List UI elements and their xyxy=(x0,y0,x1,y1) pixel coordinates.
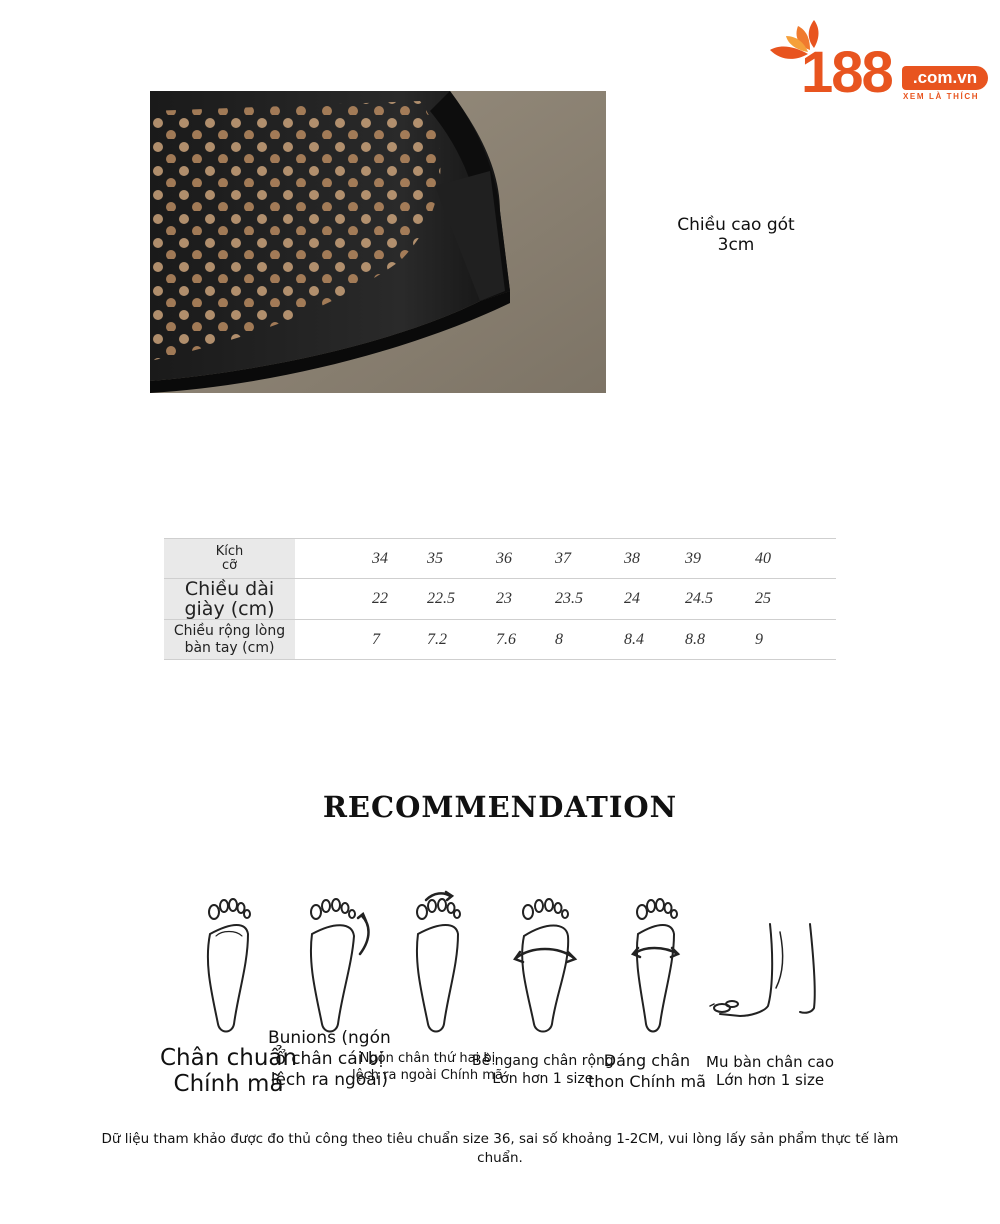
product-photo xyxy=(150,91,606,393)
label-slim-foot: Dáng chân thon Chính mã xyxy=(588,1051,706,1091)
heel-value: 3cm xyxy=(717,235,755,255)
wide-foot-icon xyxy=(515,899,575,1032)
label-normal-foot: Chân chuẩn Chính mã xyxy=(160,1045,298,1097)
label-high-instep: Mu bàn chân cao Lớn hơn 1 size xyxy=(706,1053,835,1089)
footnote: Dữ liệu tham khảo được đo thủ công theo tiêu chuẩn size 36, sai số khoảng 1-2CM, vui lòng lấy sản phẩm thực tế làm chuẩn. xyxy=(101,1131,899,1166)
slim-foot-icon xyxy=(633,899,678,1032)
size-cell: 40 xyxy=(755,539,836,579)
logo-domain: .com.vn xyxy=(902,66,988,90)
length-cell: 23.5 xyxy=(555,579,624,620)
row-header-width: Chiều rộng lòng bàn tay (cm) xyxy=(164,620,295,660)
foot-types-illustration xyxy=(180,882,836,1036)
width-cell: 7.6 xyxy=(496,620,555,660)
recommendation-title: RECOMMENDATION xyxy=(322,790,678,824)
label-bunions: Bunions (ngón ổ chân cái bị lệch ra ngoài) xyxy=(268,1028,391,1090)
heel-label: Chiều cao gót xyxy=(677,215,795,235)
label-second-toe: Ngón chân thứ hai bị lệch ra ngoài Chính mã xyxy=(352,1051,503,1083)
length-cell: 24.5 xyxy=(685,579,755,620)
logo-tagline: XEM LÀ THÍCH xyxy=(903,92,980,101)
length-cell: 23 xyxy=(496,579,555,620)
table-row xyxy=(164,579,836,620)
size-cell: 34 xyxy=(372,539,427,579)
heel-height-label xyxy=(676,215,796,255)
length-cell: 25 xyxy=(755,579,836,620)
table-row xyxy=(164,620,836,660)
brand-logo[interactable] xyxy=(768,18,990,104)
width-cell: 8.8 xyxy=(685,620,755,660)
length-cell: 24 xyxy=(624,579,685,620)
width-cell: 9 xyxy=(755,620,836,660)
length-cell: 22.5 xyxy=(427,579,496,620)
size-cell: 36 xyxy=(496,539,555,579)
length-cell: 22 xyxy=(372,579,427,620)
size-cell: 35 xyxy=(427,539,496,579)
high-instep-foot-icon xyxy=(710,924,815,1016)
size-cell: 37 xyxy=(555,539,624,579)
width-cell: 8 xyxy=(555,620,624,660)
width-cell: 8.4 xyxy=(624,620,685,660)
label-wide-foot: Bề ngang chân rộng Lớn hơn 1 size xyxy=(472,1053,614,1087)
size-cell: 39 xyxy=(685,539,755,579)
size-cell: 38 xyxy=(624,539,685,579)
row-header-size: Kích cỡ xyxy=(164,539,295,579)
second-toe-foot-icon xyxy=(417,892,460,1032)
width-cell: 7 xyxy=(372,620,427,660)
table-row xyxy=(164,539,836,579)
width-cell: 7.2 xyxy=(427,620,496,660)
bunions-foot-icon xyxy=(311,899,369,1032)
size-table xyxy=(164,538,836,660)
normal-foot-icon xyxy=(208,899,250,1032)
row-header-length: Chiều dài giày (cm) xyxy=(164,579,295,620)
logo-number: 188 xyxy=(801,40,892,105)
